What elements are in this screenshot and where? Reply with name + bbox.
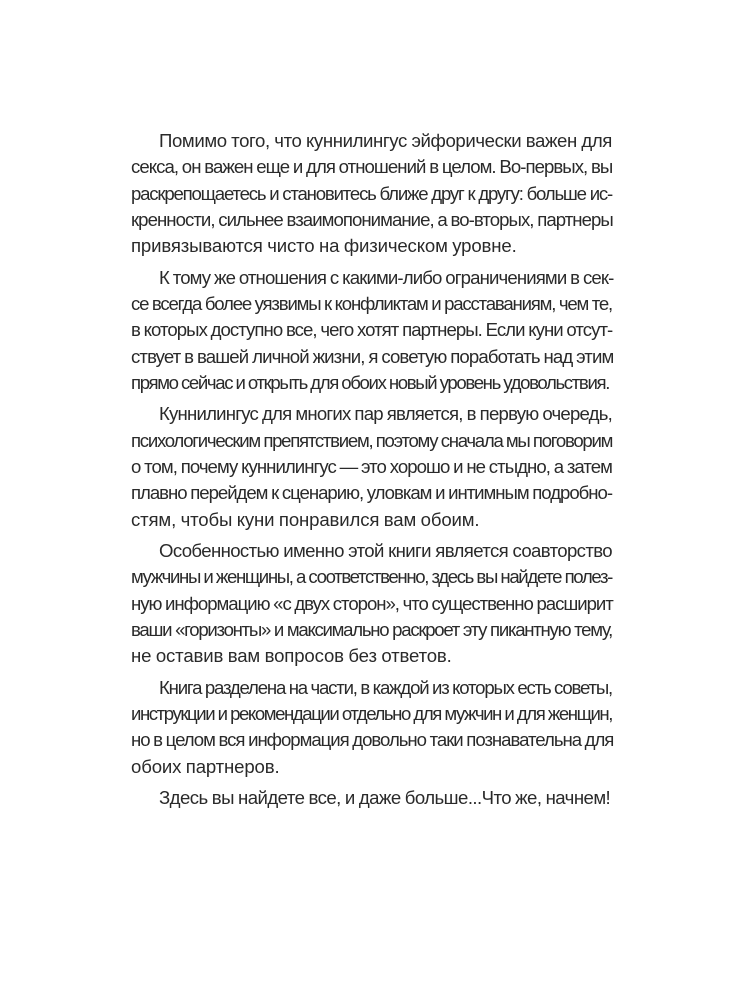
text-line: психологическим препятствием, поэтому сначала мы поговорим [131,429,613,451]
text-line: Здесь вы найдете все, и даже больше...Что же, начнем! [159,787,611,809]
text-line: се всегда более уязвимы к конфликтам и расставаниям, чем те, [131,292,612,314]
paragraph-6 [131,785,612,811]
text-line: стям, чтобы куни понравился вам обоим. [131,508,480,530]
paragraph-5 [131,675,612,780]
body-text [131,128,612,811]
paragraph-1 [131,128,612,259]
text-line: Особенностью именно этой книги является соавторство [159,540,612,562]
text-line: но в целом вся информация довольно таки познавательна для [131,729,614,751]
text-line: ваши «горизонты» и максимально раскроет эту пикантную тему, [131,618,612,640]
text-line: К тому же отношения с какими-либо ограничениями в сек- [159,266,614,288]
text-line: прямо сейчас и открыть для обоих новый уровень удовольствия. [131,371,610,393]
paragraph-3 [131,401,612,532]
text-line: раскрепощаетесь и становитесь ближе друг к другу: больше ис- [131,182,612,204]
text-line: секса, он важен еще и для отношений в целом. Во-первых, вы [131,156,613,178]
text-line: Помимо того, что куннилингус эйфорически важен для [159,130,612,151]
text-line: кренности, сильнее взаимопонимание, а во-вторых, партнеры [131,208,613,230]
text-line: ную информацию «с двух сторон», что существенно расширит [131,592,613,614]
text-line: мужчины и женщины, а соответственно, здесь вы найдете полез- [131,566,612,588]
text-line: привязываются чисто на физическом уровне. [131,235,517,257]
paragraph-2 [131,265,612,396]
text-line: Книга разделена на части, в каждой из которых есть советы, [159,676,612,698]
text-line: не оставив вам вопросов без ответов. [131,645,452,667]
text-line: плавно перейдем к сценарию, уловкам и интимным подробно- [131,482,612,504]
paragraph-4 [131,538,612,669]
text-line: ствует в вашей личной жизни, я советую поработать над этим [131,345,614,367]
text-line: в которых доступно все, чего хотят партнеры. Если куни отсут- [131,319,613,341]
text-line: обоих партнеров. [131,755,280,777]
text-line: о том, почему куннилингус — это хорошо и не стыдно, а затем [131,455,612,477]
text-line: Куннилингус для многих пар является, в первую очередь, [159,403,612,425]
text-line: инструкции и рекомендации отдельно для мужчин и для женщин, [131,702,612,724]
